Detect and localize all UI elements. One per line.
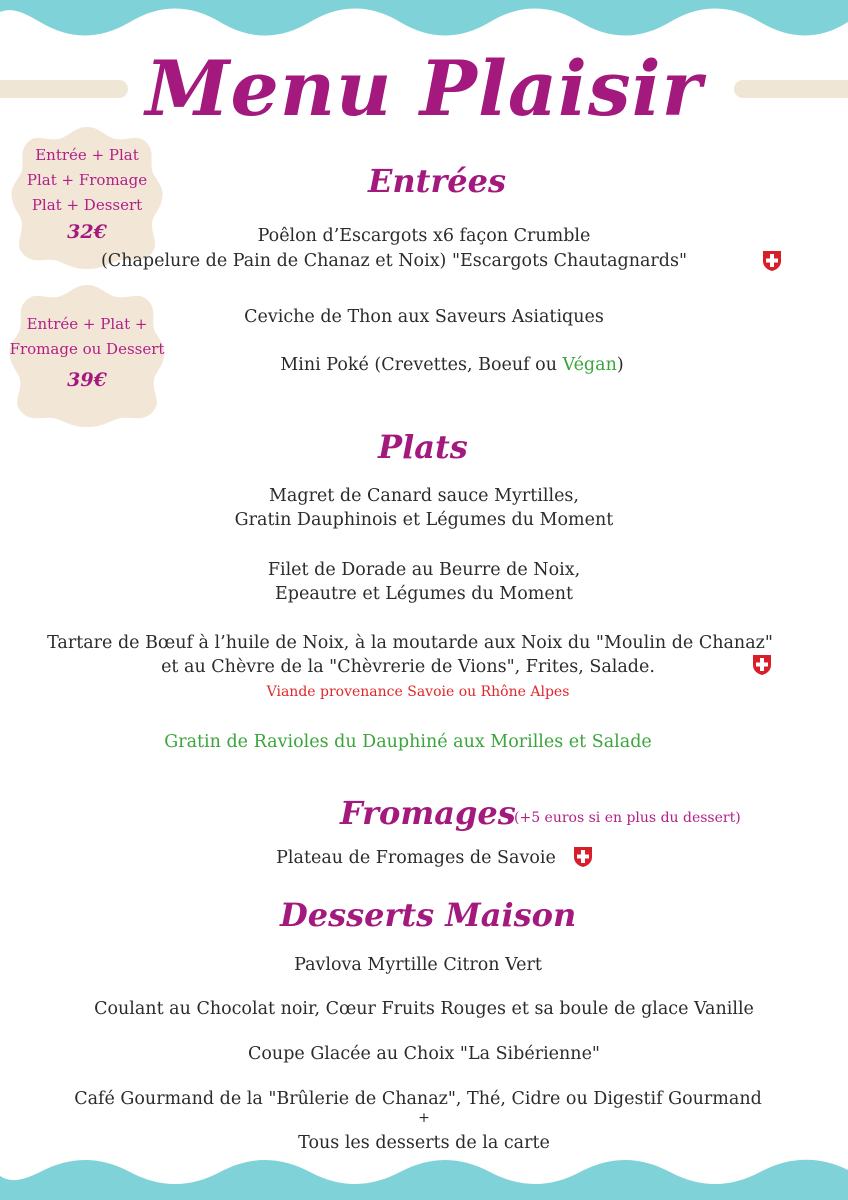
menu-item-line: Café Gourmand de la "Brûlerie de Chanaz", Thé, Cidre ou Digestif Gourmand [74,1089,762,1109]
menu-item-line: Coupe Glacée au Choix "La Sibérienne" [248,1044,600,1064]
item-text: ) [616,355,624,375]
menu-item-line [28,353,848,378]
section-title-fromages: Fromages [340,794,516,832]
top-wave-decoration [0,0,848,40]
savoie-flag-icon [573,846,593,868]
savoie-flag-icon [762,250,782,272]
menu-item-line: Epeautre et Légumes du Moment [275,584,573,604]
badge-line: Entrée + Plat [35,146,139,164]
badge-price: 32€ [67,221,107,243]
menu-item-line: Poêlon d’Escargots x6 façon Crumble [257,226,591,246]
section-title-entrees: Entrées [368,162,507,200]
menu-item-line: Coulant au Chocolat noir, Cœur Fruits Rouges et sa boule de glace Vanille [94,999,754,1019]
meat-origin-note: Viande provenance Savoie ou Rhône Alpes [266,684,570,700]
badge-line: Plat + Fromage [26,171,148,189]
vegan-label: Végan [562,355,617,375]
item-text: Mini Poké (Crevettes, Boeuf ou [280,355,563,375]
menu-item-line: Tous les desserts de la carte [298,1133,550,1153]
savoie-flag-icon [752,654,772,676]
menu-item-line: Magret de Canard sauce Myrtilles, [269,486,579,506]
menu-item-line: Tartare de Bœuf à l’huile de Noix, à la moutarde aux Noix du "Moulin de Chanaz" [47,633,773,653]
menu-item-line: Ceviche de Thon aux Saveurs Asiatiques [244,307,604,327]
cheese-supplement-note: (+5 euros si en plus du dessert) [514,810,741,826]
menu-item-line: Plateau de Fromages de Savoie [276,848,556,868]
menu-item-line: Pavlova Myrtille Citron Vert [294,955,542,975]
bottom-wave-decoration [0,1156,848,1200]
badge-price: 39€ [67,369,107,391]
badge-line: Plat + Dessert [31,196,143,214]
menu-item-line: et au Chèvre de la "Chèvrerie de Vions", Frites, Salade. [161,657,655,677]
section-title-desserts: Desserts Maison [280,896,577,934]
menu-item-line: (Chapelure de Pain de Chanaz et Noix) "Escargots Chautagnards" [100,251,688,271]
menu-item-line: Gratin de Ravioles du Dauphiné aux Morilles et Salade [164,732,652,752]
badge-line: Fromage ou Dessert [9,340,165,358]
plus-sign: + [418,1110,430,1126]
section-title-plats: Plats [378,428,468,466]
menu-item-line: Gratin Dauphinois et Légumes du Moment [234,510,614,530]
badge-line: Entrée + Plat + [26,315,148,333]
page-title: Menu Plaisir [145,44,703,133]
menu-item-line: Filet de Dorade au Beurre de Noix, [267,560,581,580]
